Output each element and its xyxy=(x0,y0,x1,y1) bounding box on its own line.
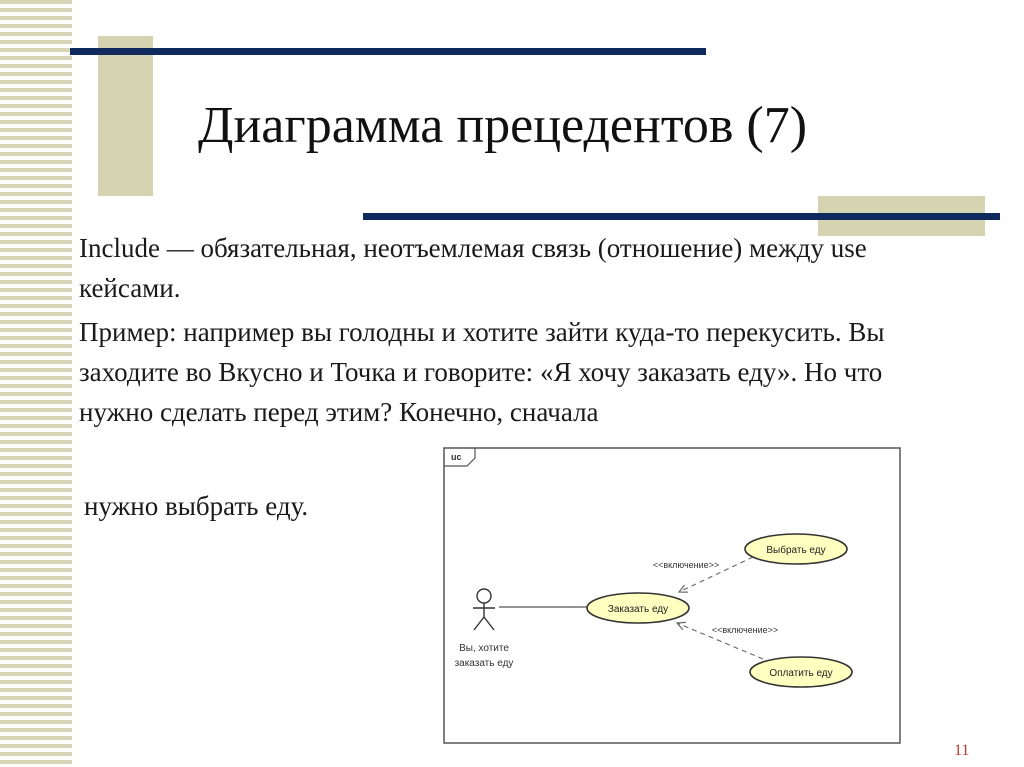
decor-olive-block-top xyxy=(98,36,153,196)
usecase-order-label: Заказать еду xyxy=(607,604,669,615)
include-definition-text: Include — обязательная, неотъемлемая связь (отношение) между use кейсами. xyxy=(79,233,867,303)
use-case-diagram xyxy=(443,447,901,744)
usecase-order xyxy=(587,593,689,623)
decor-navy-bar-top xyxy=(70,48,706,55)
slide-title: Диаграмма прецедентов (7) xyxy=(198,97,808,154)
page-number: 11 xyxy=(954,742,970,759)
use-case-diagram-svg xyxy=(443,447,901,744)
usecase-choose xyxy=(745,534,847,564)
example-text: Пример: например вы голодны и хотите зайти куда-то перекусить. Вы заходите во Вкусно и Точка и говорите: «Я хочу заказать еду». Но что нужно сделать перед этим? Конечно, сначала xyxy=(79,317,885,427)
usecase-pay xyxy=(750,657,852,687)
actor-label-line2: заказать еду xyxy=(454,658,514,669)
frame-label: uc xyxy=(451,452,462,462)
usecase-pay-label: Оплатить еду xyxy=(769,668,833,679)
usecase-choose-label: Выбрать еду xyxy=(766,545,826,556)
example-text-end: нужно выбрать еду. xyxy=(84,491,309,521)
decorative-stripes xyxy=(0,0,72,767)
diagram-frame xyxy=(444,448,900,743)
decor-navy-bar-middle xyxy=(363,213,1000,220)
include-label-bottom: <<включение>> xyxy=(711,625,779,635)
actor-label-line1: Вы, хотите xyxy=(459,643,509,654)
include-label-top: <<включение>> xyxy=(652,560,720,570)
